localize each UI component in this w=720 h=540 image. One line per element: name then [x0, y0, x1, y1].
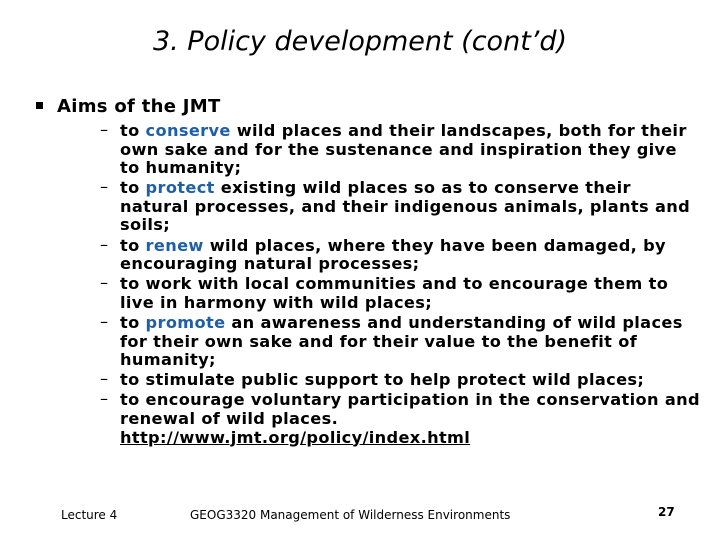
item-text: an awareness and understanding of wild places for their own sake and for their value to the benefit of humanity; [120, 312, 683, 370]
dash-icon: – [100, 311, 109, 331]
item-text: to [120, 312, 146, 332]
item-text: to [120, 235, 146, 255]
keyword: protect [145, 178, 215, 198]
list-item [100, 234, 700, 274]
item-text: to [120, 121, 146, 140]
list-item [100, 311, 700, 370]
dash-icon: – [100, 389, 109, 409]
section-heading-text: Aims of the JMT [57, 96, 221, 117]
slide-title: 3. Policy development (cont’d) [152, 26, 568, 57]
section-heading [36, 96, 221, 117]
item-text: to work with local communities and to encourage them to live in harmony with wild places; [120, 274, 669, 312]
list-item [100, 391, 700, 447]
footer-course: GEOG3320 Management of Wilderness Environments [190, 508, 511, 522]
keyword: promote [145, 312, 226, 332]
dash-icon: – [100, 273, 109, 293]
list-item [100, 122, 700, 178]
keyword: renew [145, 235, 204, 255]
item-text: wild places and their landscapes, both for their own sake and for the sustenance and inspiration they give to humanity; [120, 121, 687, 178]
aims-list [100, 122, 700, 449]
item-text: existing wild places so as to conserve their natural processes, and their indigenous animals, plants and soils; [120, 178, 691, 235]
item-text: to encourage voluntary participation in the conservation and renewal of wild places. [120, 390, 700, 428]
list-item [100, 371, 700, 390]
list-item [100, 275, 700, 312]
dash-icon: – [100, 234, 109, 254]
item-text: to stimulate public support to help protect wild places; [120, 370, 645, 390]
page-number: 27 [658, 505, 675, 519]
policy-link[interactable]: http://www.jmt.org/policy/index.html [120, 427, 471, 447]
list-item [100, 179, 700, 235]
item-text: wild places, where they have been damaged, by encouraging natural processes; [120, 235, 666, 274]
item-text: to [120, 178, 146, 198]
dash-icon: – [100, 120, 109, 139]
keyword: conserve [145, 121, 231, 140]
dash-icon: – [100, 177, 109, 197]
footer-lecture: Lecture 4 [61, 508, 118, 522]
dash-icon: – [100, 369, 109, 389]
square-bullet-icon [36, 102, 43, 109]
